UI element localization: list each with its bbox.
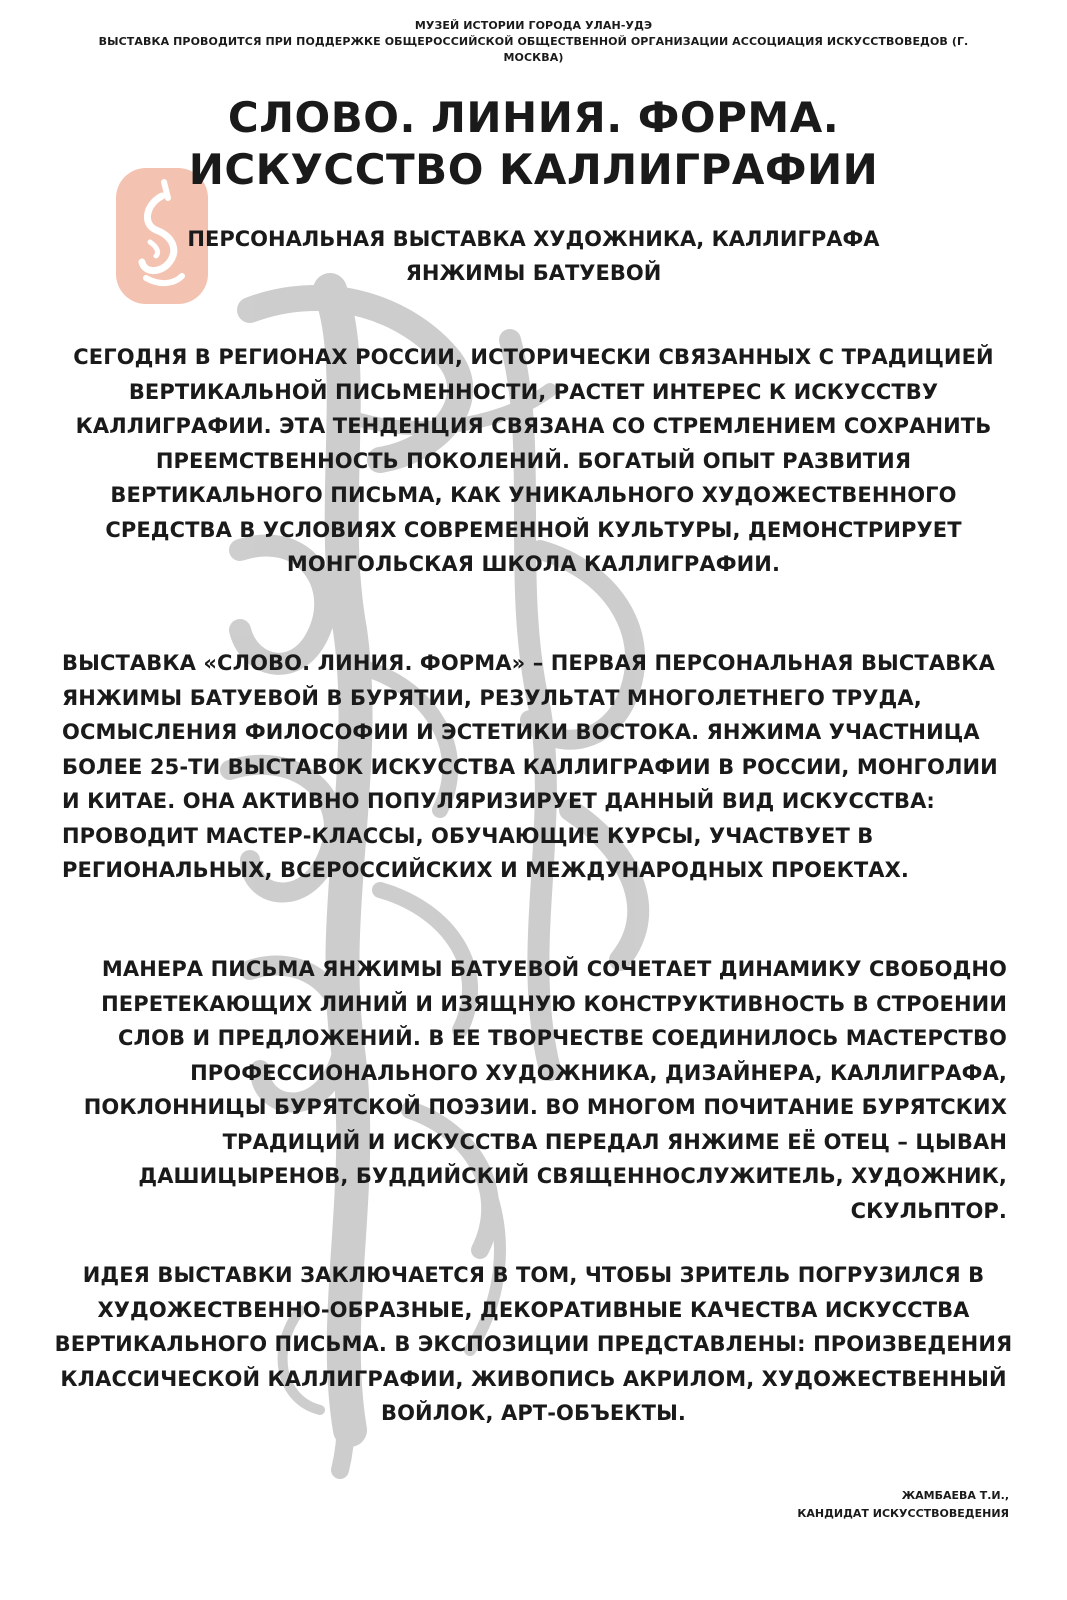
author-name: ЖАМБАЕВА Т.И.,: [901, 1489, 1009, 1502]
support-line: ВЫСТАВКА ПРОВОДИТСЯ ПРИ ПОДДЕРЖКЕ ОБЩЕРОССИЙСКОЙ ОБЩЕСТВЕННОЙ ОРГАНИЗАЦИИ АССОЦИАЦИЯ ИСКУССТВОВЕДОВ (Г. МОСКВА): [98, 35, 969, 64]
author-signature: [797, 1487, 1009, 1523]
paragraph-idea: ИДЕЯ ВЫСТАВКИ ЗАКЛЮЧАЕТСЯ В ТОМ, ЧТОБЫ ЗРИТЕЛЬ ПОГРУЗИЛСЯ В ХУДОЖЕСТВЕННО-ОБРАЗНЫЕ, ДЕКОРАТИВНЫЕ КАЧЕСТВА ИСКУССТВА ВЕРТИКАЛЬНОГО ПИСЬМА. В ЭКСПОЗИЦИИ ПРЕДСТАВЛЕНЫ: ПРОИЗВЕДЕНИЯ КЛАССИЧЕСКОЙ КАЛЛИГРАФИИ, ЖИВОПИСЬ АКРИЛОМ, ХУДОЖЕСТВЕННЫЙ ВОЙЛОК, АРТ-ОБЪЕКТЫ.: [54, 1263, 1013, 1425]
subtitle-line-1: ПЕРСОНАЛЬНАЯ ВЫСТАВКА ХУДОЖНИКА, КАЛЛИГРАФА: [187, 227, 880, 251]
subtitle: [80, 222, 987, 290]
subtitle-line-2: ЯНЖИМЫ БАТУЕВОЙ: [405, 261, 662, 285]
title-line-2: ИСКУССТВО КАЛЛИГРАФИИ: [188, 145, 879, 194]
author-title: КАНДИДАТ ИСКУССТВОВЕДЕНИЯ: [797, 1507, 1009, 1520]
title-line-1: СЛОВО. ЛИНИЯ. ФОРМА.: [227, 93, 840, 142]
paragraph-exhibition: ВЫСТАВКА «СЛОВО. ЛИНИЯ. ФОРМА» – ПЕРВАЯ ПЕРСОНАЛЬНАЯ ВЫСТАВКА ЯНЖИМЫ БАТУЕВОЙ В БУРЯТИИ, РЕЗУЛЬТАТ МНОГОЛЕТНЕГО ТРУДА, ОСМЫСЛЕНИЯ ФИЛОСОФИИ И ЭСТЕТИКИ ВОСТОКА. ЯНЖИМА УЧАСТНИЦА БОЛЕЕ 25-ТИ ВЫСТАВОК ИСКУССТВА КАЛЛИГРАФИИ В РОССИИ, МОНГОЛИИ И КИТАЕ. ОНА АКТИВНО ПОПУЛЯРИЗИРУЕТ ДАННЫЙ ВИД ИСКУССТВА: ПРОВОДИТ МАСТЕР-КЛАССЫ, ОБУЧАЮЩИЕ КУРСЫ, УЧАСТВУЕТ В РЕГИОНАЛЬНЫХ, ВСЕРОССИЙСКИХ И МЕЖДУНАРОДНЫХ ПРОЕКТАХ.: [62, 651, 998, 882]
header-organization-block: [80, 18, 987, 66]
paragraph-intro: СЕГОДНЯ В РЕГИОНАХ РОССИИ, ИСТОРИЧЕСКИ СВЯЗАННЫХ С ТРАДИЦИЕЙ ВЕРТИКАЛЬНОЙ ПИСЬМЕННОСТИ, РАСТЕТ ИНТЕРЕС К ИСКУССТВУ КАЛЛИГРАФИИ. ЭТА ТЕНДЕНЦИЯ СВЯЗАНА СО СТРЕМЛЕНИЕМ СОХРАНИТЬ ПРЕЕМСТВЕННОСТЬ ПОКОЛЕНИЙ. БОГАТЫЙ ОПЫТ РАЗВИТИЯ ВЕРТИКАЛЬНОГО ПИСЬМА, КАК УНИКАЛЬНОГО ХУДОЖЕСТВЕННОГО СРЕДСТВА В УСЛОВИЯХ СОВРЕМЕННОЙ КУЛЬТУРЫ, ДЕМОНСТРИРУЕТ МОНГОЛЬСКАЯ ШКОЛА КАЛЛИГРАФИИ.: [73, 345, 994, 576]
page-title: [60, 92, 1007, 196]
paragraph-manner: МАНЕРА ПИСЬМА ЯНЖИМЫ БАТУЕВОЙ СОЧЕТАЕТ ДИНАМИКУ СВОБОДНО ПЕРЕТЕКАЮЩИХ ЛИНИЙ И ИЗЯЩНУЮ КОНСТРУКТИВНОСТЬ В СТРОЕНИИ СЛОВ И ПРЕДЛОЖЕНИЙ. В ЕЕ ТВОРЧЕСТВЕ СОЕДИНИЛОСЬ МАСТЕРСТВО ПРОФЕССИОНАЛЬНОГО ХУДОЖНИКА, ДИЗАЙНЕРА, КАЛЛИГРАФА, ПОКЛОННИЦЫ БУРЯТСКОЙ ПОЭЗИИ. ВО МНОГОМ ПОЧИТАНИЕ БУРЯТСКИХ ТРАДИЦИЙ И ИСКУССТВА ПЕРЕДАЛ ЯНЖИМЕ ЕЁ ОТЕЦ – ЦЫВАН ДАШИЦЫРЕНОВ, БУДДИЙСКИЙ СВЯЩЕННОСЛУЖИТЕЛЬ, ХУДОЖНИК, СКУЛЬПТОР.: [83, 957, 1007, 1223]
museum-name: МУЗЕЙ ИСТОРИИ ГОРОДА УЛАН-УДЭ: [414, 19, 653, 32]
